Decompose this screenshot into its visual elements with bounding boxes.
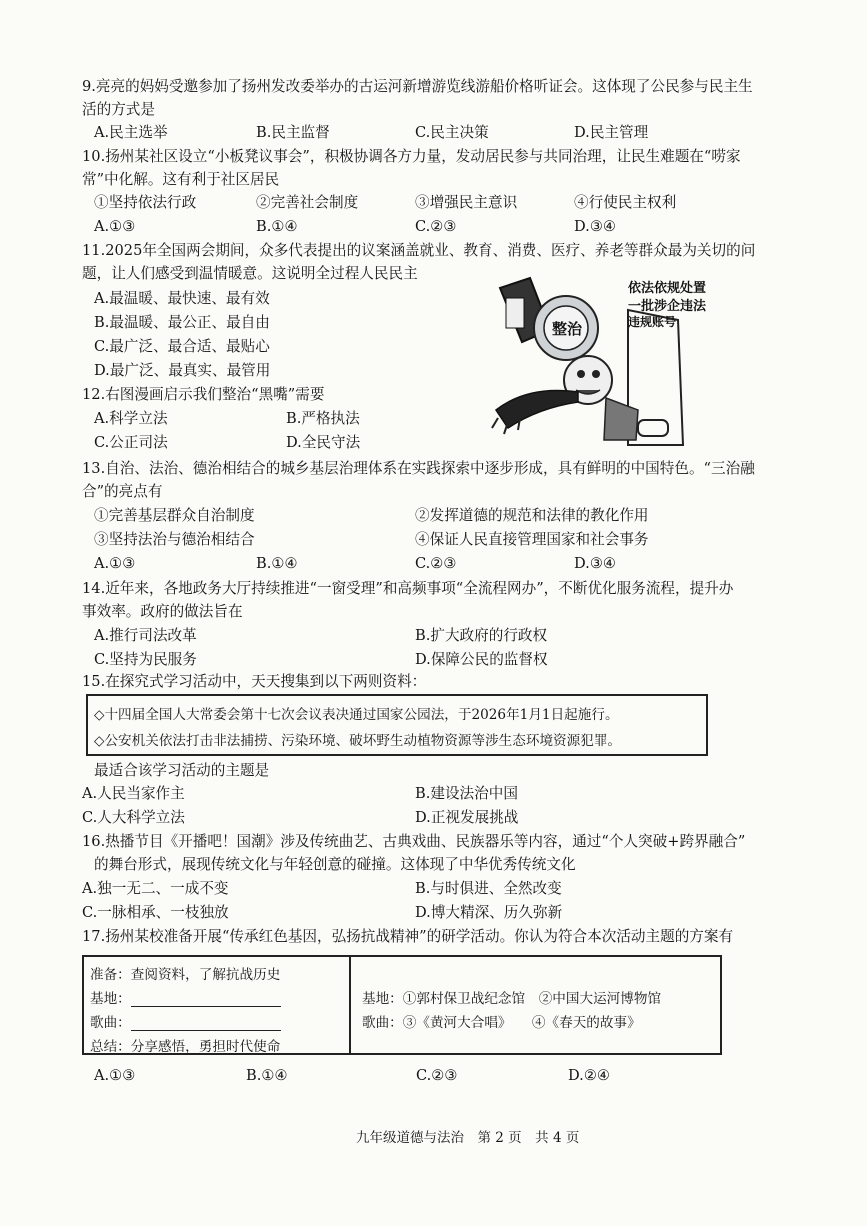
q9-stem-line1: 9.亮亮的妈妈受邀参加了扬州发改委举办的古运河新增游览线游船价格听证会。这体现了公民参与民主生 [82,78,753,95]
page-footer: 九年级道德与法治 第 2 页 共 4 页 [356,1130,580,1146]
q15-material-box [86,694,708,756]
q16-option-b: B.与时俱进、全然改变 [415,880,562,897]
q15-option-d: D.正视发展挑战 [415,809,519,826]
q15-material-1: ◇十四届全国人大常委会第十七次会议表决通过国家公园法，于2026年1月1日起施行。 [94,707,619,723]
q14-stem-line2: 事效率。政府的做法旨在 [82,603,243,620]
q16-stem-line1: 16.热播节目《开播吧！国潮》涉及传统曲艺、古典戏曲、民族器乐等内容，通过“个人突破+跨界融合” [82,833,746,850]
q15-option-c: C.人大科学立法 [82,809,185,826]
q13-option-b: B.①④ [256,555,298,572]
q10-stem-line1: 10.扬州某社区设立“小板凳议事会”，积极协调各方力量，发动居民参与共同治理，让民生难题在“唠家 [82,148,741,165]
q15-material-2: ◇公安机关依法打击非法捕捞、污染环境、破坏野生动植物资源等涉生态环境资源犯罪。 [94,733,622,749]
q17-base-label: 基地： [90,991,131,1007]
q9-option-b: B.民主监督 [256,124,330,141]
q10-statement-4: ④行使民主权利 [574,194,677,211]
q10-statement-1: ①坚持依法行政 [94,194,197,211]
cartoon-illustration [478,270,728,448]
q9-option-d: D.民主管理 [574,124,649,141]
q13-stem-line1: 13.自治、法治、德治相结合的城乡基层治理体系在实践探索中逐步形成，具有鲜明的中国特色。“三治融 [82,460,755,477]
q16-option-d: D.博大精深、历久弥新 [415,904,563,921]
q11-option-c: C.最广泛、最合适、最贴心 [94,338,270,355]
q12-option-c: C.公正司法 [94,434,168,451]
q16-option-a: A.独一无二、一成不变 [82,880,229,897]
q13-statement-1: ①完善基层群众自治制度 [94,507,255,524]
q10-stem-line2: 常”中化解。这有利于社区居民 [82,171,280,188]
q12-option-a: A.科学立法 [94,410,168,427]
q13-option-c: C.②③ [415,555,457,572]
q17-stem: 17.扬州某校准备开展“传承红色基因，弘扬抗战精神”的研学活动。你认为符合本次活动主题的方案有 [82,928,734,945]
cartoon-stamp-text: 整治 [552,320,583,338]
q16-stem-line2: 的舞台形式，展现传统文化与年轻创意的碰撞。这体现了中华优秀传统文化 [94,856,576,873]
q10-option-c: C.②③ [415,218,457,235]
q17-base-blank [90,987,281,1007]
q17-plan-box [82,955,722,1055]
q9-stem-line2: 活的方式是 [82,101,155,118]
q17-option-a: A.①③ [94,1067,136,1084]
cartoon-caption-line2: 一批涉企违法 [628,299,707,314]
q14-option-c: C.坚持为民服务 [94,651,197,668]
q17-song-underline [131,1016,281,1031]
q13-statement-3: ③坚持法治与德治相结合 [94,531,255,548]
q11-stem-line2: 题，让人们感受到温情暖意。这说明全过程人民民主 [82,265,418,282]
q17-song-label: 歌曲： [90,1015,131,1031]
q13-option-a: A.①③ [94,555,136,572]
q14-option-b: B.扩大政府的行政权 [415,627,548,644]
q17-summary: 总结：分享感悟，勇担时代使命 [90,1039,281,1055]
q15-stem-line2: 最适合该学习活动的主题是 [94,762,270,779]
q9-option-c: C.民主决策 [415,124,489,141]
q12-option-d: D.全民守法 [286,434,361,451]
q17-song-blank [90,1011,281,1031]
q15-option-b: B.建设法治中国 [415,785,518,802]
q11-option-d: D.最广泛、最真实、最管用 [94,362,271,379]
q10-statement-2: ②完善社会制度 [256,194,359,211]
q10-option-d: D.③④ [574,218,616,235]
q10-statement-3: ③增强民主意识 [415,194,518,211]
q13-statement-4: ④保证人民直接管理国家和社会事务 [415,531,649,548]
q14-option-a: A.推行司法改革 [94,627,197,644]
q10-option-b: B.①④ [256,218,298,235]
q9-option-a: A.民主选举 [94,124,168,141]
q14-option-d: D.保障公民的监督权 [415,651,548,668]
q17-option-c: C.②③ [416,1067,458,1084]
q17-option-b: B.①④ [246,1067,288,1084]
cartoon-caption-line1: 依法依规处置 [628,281,707,296]
q15-option-a: A.人民当家作主 [82,785,185,802]
q11-option-b: B.最温暖、最公正、最自由 [94,314,270,331]
q17-option-d: D.②④ [568,1067,610,1084]
q17-right-base: 基地：①郭村保卫战纪念馆 ②中国大运河博物馆 [362,991,662,1007]
q17-right-song: 歌曲：③《黄河大合唱》 ④《春天的故事》 [362,1015,641,1031]
q13-option-d: D.③④ [574,555,616,572]
q14-stem-line1: 14.近年来，各地政务大厅持续推进“一窗受理”和高频事项“全流程网办”，不断优化服务流程，提升办 [82,580,734,597]
q17-prep: 准备：查阅资料，了解抗战历史 [90,967,281,983]
q13-stem-line2: 合”的亮点有 [82,483,163,500]
q17-box-divider [349,957,351,1053]
q16-option-c: C.一脉相承、一枝独放 [82,904,229,921]
q17-base-underline [131,992,281,1007]
q10-option-a: A.①③ [94,218,136,235]
q11-stem-line1: 11.2025年全国两会期间，众多代表提出的议案涵盖就业、教育、消费、医疗、养老等群众最为关切的问 [82,242,756,259]
q13-statement-2: ②发挥道德的规范和法律的教化作用 [415,507,649,524]
cartoon-caption-line3: 违规账号 [628,315,677,329]
q12-option-b: B.严格执法 [286,410,360,427]
q11-option-a: A.最温暖、最快速、最有效 [94,290,270,307]
q12-stem: 12.右图漫画启示我们整治“黑嘴”需要 [82,386,325,403]
q15-stem-line1: 15.在探究式学习活动中，天天搜集到以下两则资料： [82,673,427,690]
